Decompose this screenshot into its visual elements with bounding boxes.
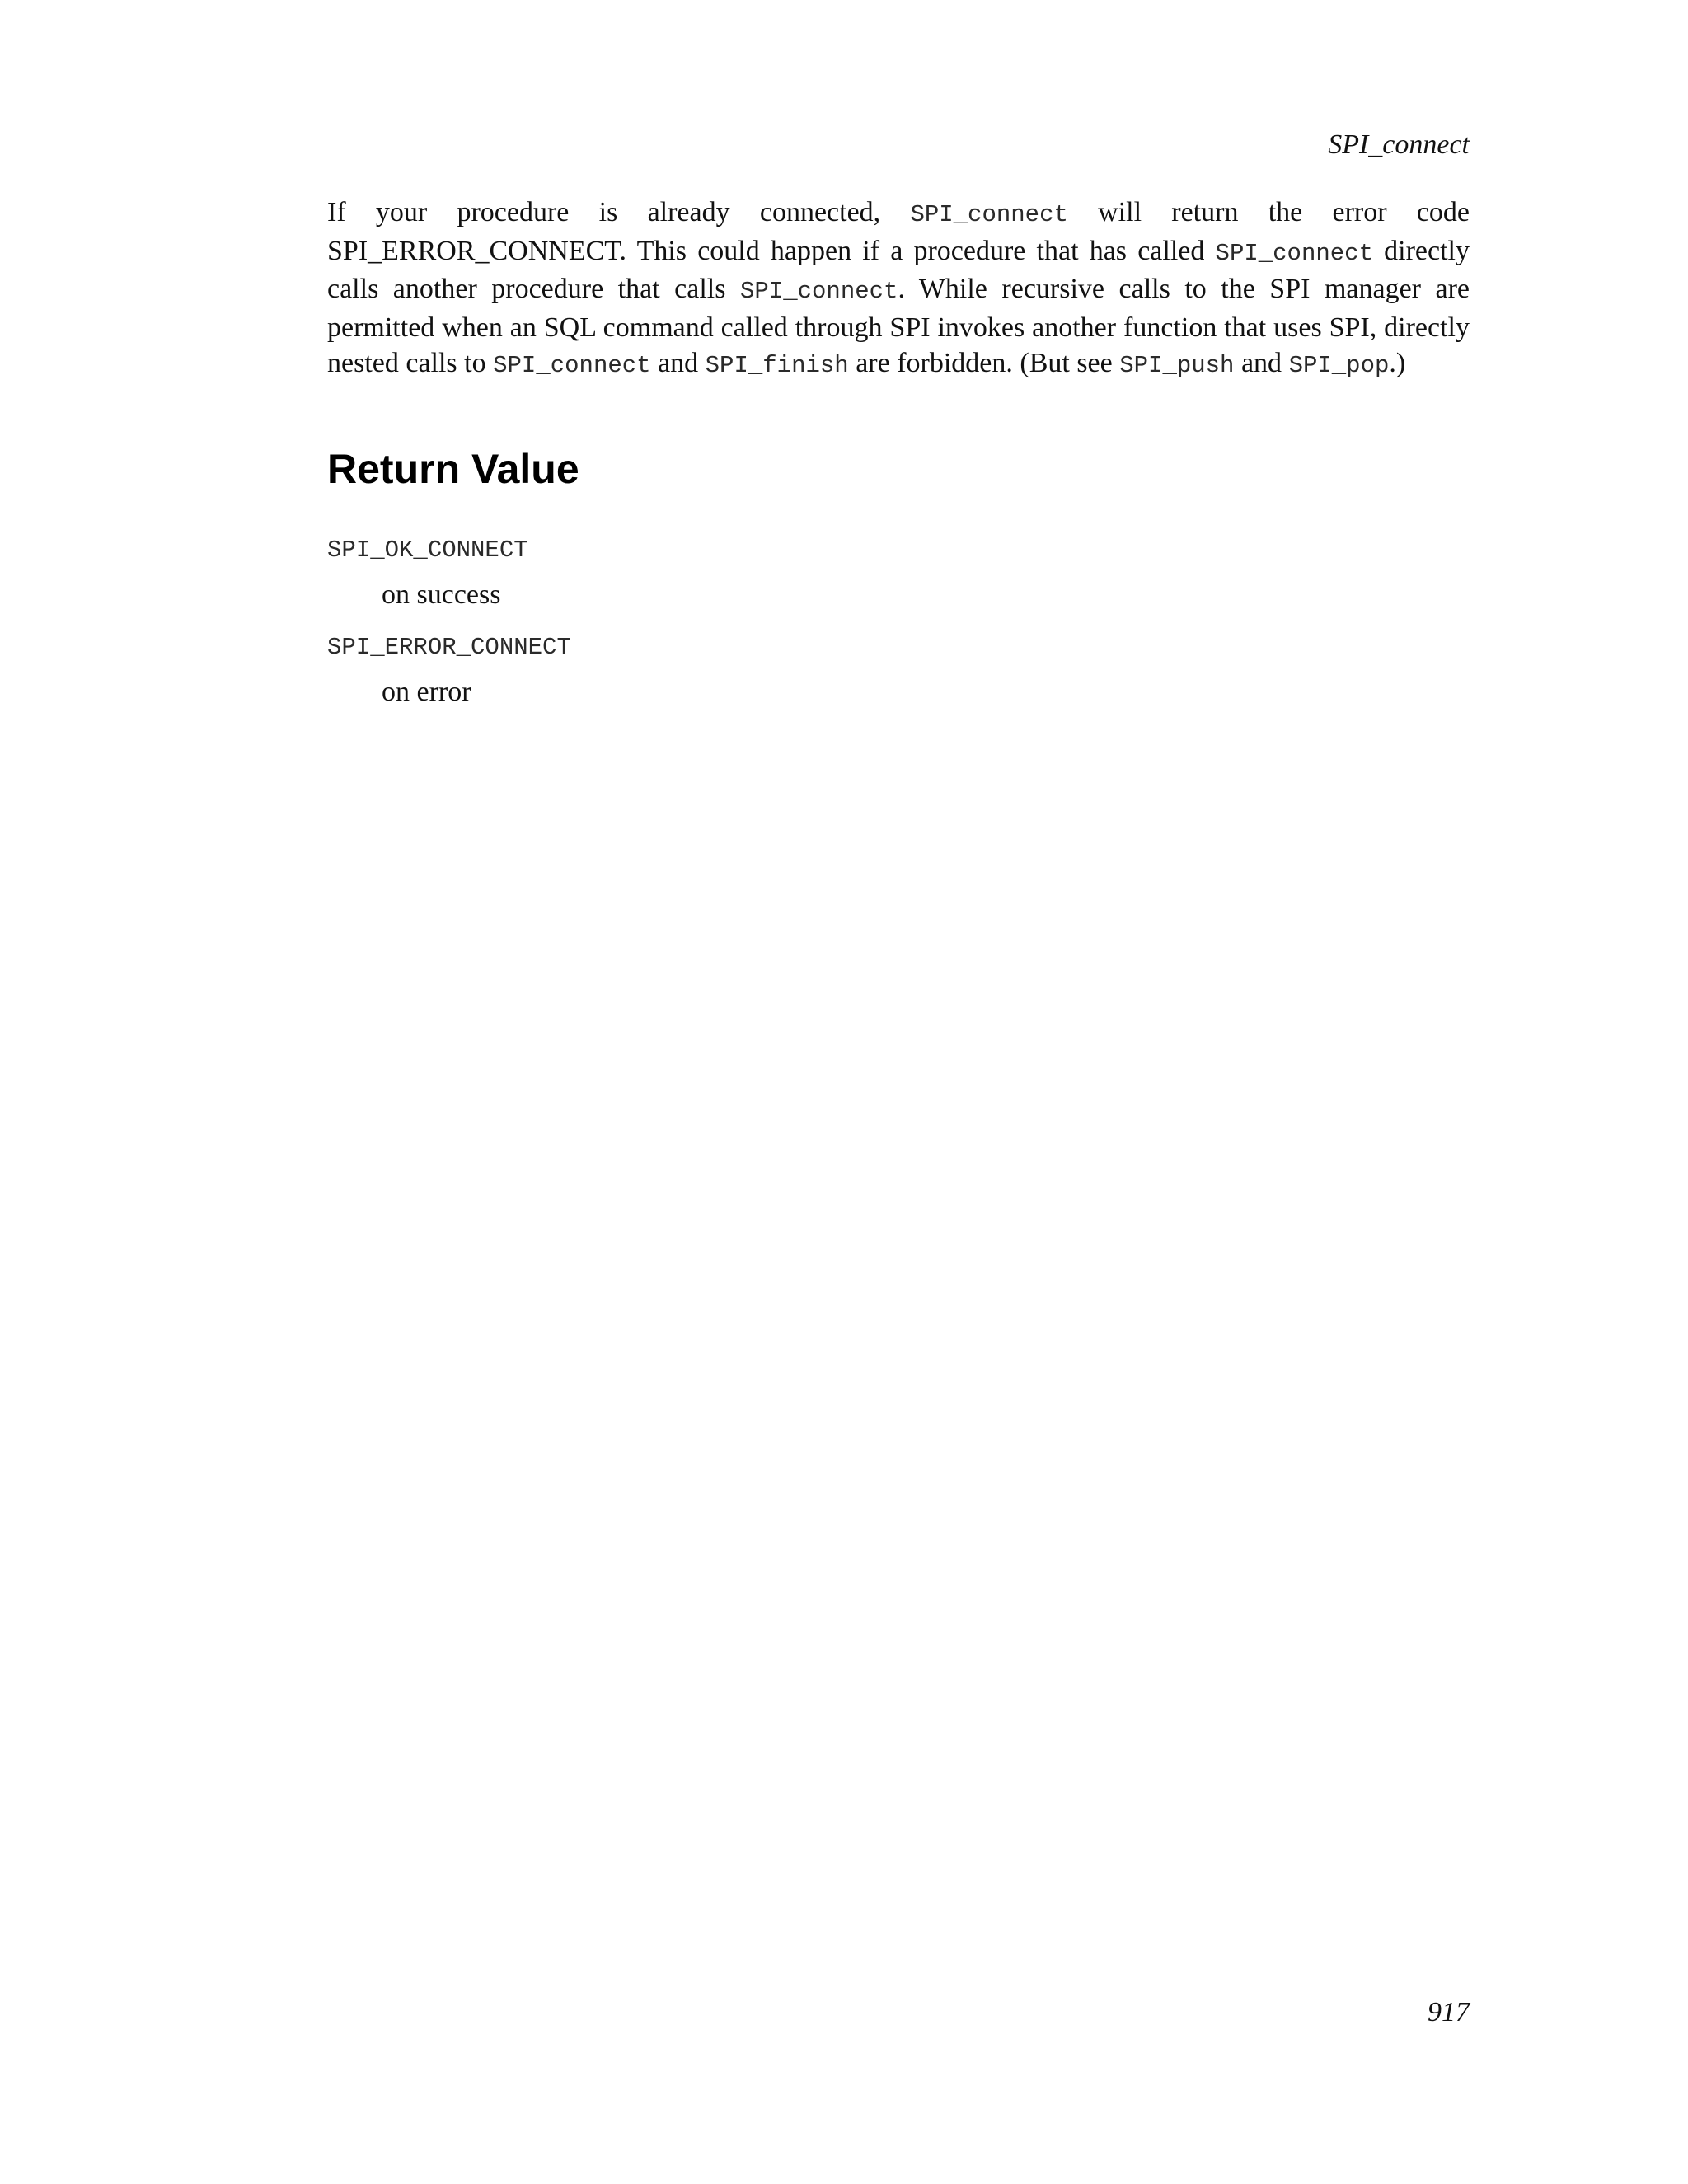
return-value-code: SPI_ERROR_CONNECT xyxy=(327,634,571,661)
return-value-entry xyxy=(327,534,1470,613)
paragraph-text: . While recursive calls to the SPI manager are permitted when an SQL command called through SPI invokes another function that uses SPI, directly nested calls to xyxy=(327,274,1470,378)
inline-code: SPI_connect xyxy=(1215,239,1373,267)
running-header: SPI_connect xyxy=(1328,129,1470,160)
section-heading: Return Value xyxy=(327,446,579,492)
page-number: 917 xyxy=(1428,1997,1470,2027)
inline-code: SPI_connect xyxy=(493,352,651,379)
paragraph-text: If your procedure is already connected, xyxy=(327,197,911,227)
inline-code: SPI_connect xyxy=(740,278,898,305)
return-value-code: SPI_OK_CONNECT xyxy=(327,537,528,564)
paragraph-text: .) xyxy=(1389,348,1406,378)
paragraph-text: are forbidden. (But see xyxy=(848,348,1120,378)
inline-code: SPI_finish xyxy=(705,352,849,379)
return-value-list xyxy=(327,534,1470,710)
return-value-entry xyxy=(327,631,1470,710)
paragraph-text: will return the error code SPI_ERROR_CONNECT. This could happen if a procedure that has called xyxy=(327,197,1470,266)
inline-code: SPI_connect xyxy=(910,201,1068,228)
return-value-description: on success xyxy=(382,579,501,610)
paragraph-text: and xyxy=(650,348,706,378)
paragraph-text: and xyxy=(1234,348,1289,378)
inline-code: SPI_pop xyxy=(1288,352,1390,379)
inline-code: SPI_push xyxy=(1119,352,1235,379)
paragraph-text: directly calls another procedure that calls xyxy=(327,235,1470,304)
return-value-description: on error xyxy=(382,677,471,707)
body-paragraph xyxy=(327,194,1470,384)
